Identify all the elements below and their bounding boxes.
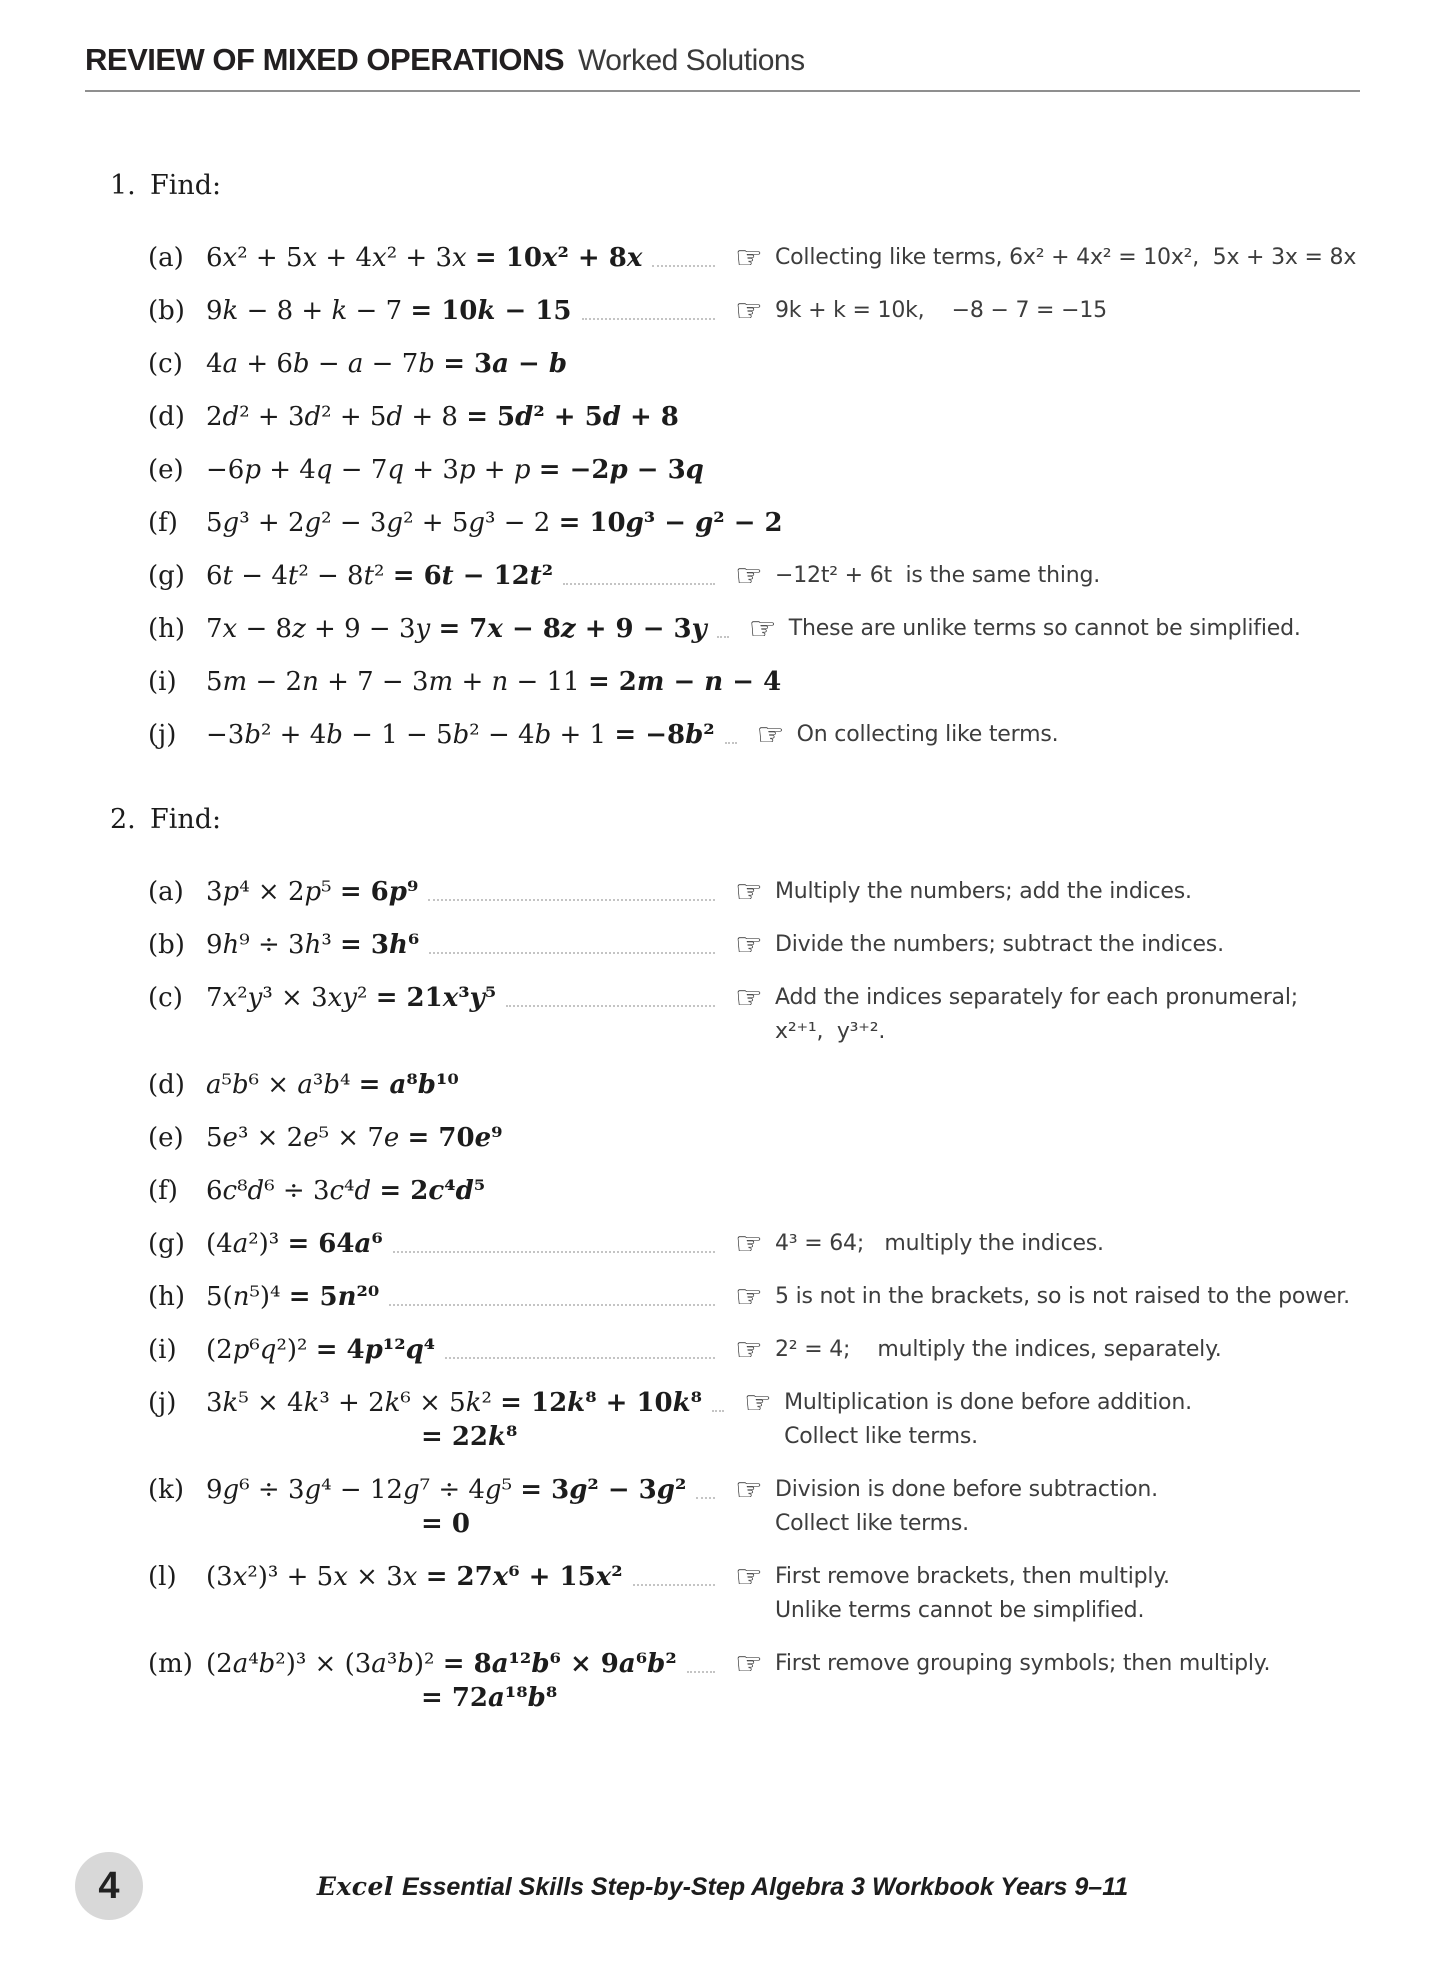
note-block [775, 1560, 1360, 1628]
solution-row [148, 875, 1360, 909]
note-text: 4³ = 64; multiply the indices. [775, 1231, 1104, 1256]
solution-row [148, 1386, 1360, 1454]
item-label: (l) [148, 1562, 177, 1592]
footer-brand: Excel [316, 1872, 394, 1901]
answer-expression-line2: = 72a¹⁸b⁸ [421, 1683, 558, 1713]
question-expression: −6p + 4q − 7q + 3p + p [206, 455, 531, 485]
dotted-leader [633, 1560, 715, 1586]
answer-expression: = 5n²⁰ [288, 1282, 380, 1312]
expression [206, 1280, 379, 1314]
solution-row [148, 1333, 1360, 1367]
answer-expression: = 10k − 15 [410, 296, 572, 326]
pointing-hand-icon: ☞ [735, 293, 763, 329]
note-text: Collecting like terms, 6x² + 4x² = 10x², 5x + 3x = 8x [775, 245, 1357, 270]
item-label: (d) [148, 1070, 185, 1100]
pointing-hand-icon: ☞ [735, 1472, 763, 1508]
answer-expression: = 21x³y⁵ [375, 983, 497, 1013]
expression [206, 347, 567, 381]
item-label: (a) [148, 877, 184, 907]
item-label: (d) [148, 402, 185, 432]
answer-expression: = 6t − 12t² [392, 561, 554, 591]
expression-line [206, 1473, 686, 1507]
note-text: On collecting like terms. [796, 722, 1059, 747]
question-expression: (3x²)³ + 5x × 3x [206, 1562, 418, 1592]
pointing-hand-icon: ☞ [735, 1332, 763, 1368]
page-header [0, 0, 1445, 92]
expression [206, 1121, 503, 1155]
page-title: REVIEW OF MIXED OPERATIONS [85, 42, 565, 77]
expression-line [206, 347, 567, 381]
answer-expression: = 3g² − 3g² [520, 1475, 687, 1505]
solution-row [148, 718, 1360, 752]
solution-row [148, 506, 1360, 540]
answer-expression: = 10g³ − g² − 2 [558, 508, 783, 538]
note-text: 5 is not in the brackets, so is not raised to the power. [775, 1284, 1350, 1309]
note-block [775, 241, 1360, 275]
question-expression: 5m − 2n + 7 − 3m + n − 11 [206, 667, 588, 697]
item-label: (h) [148, 614, 186, 644]
dotted-leader [725, 718, 737, 744]
solution-row [148, 1473, 1360, 1541]
problem-prompt: Find: [150, 804, 222, 835]
expression-line [206, 453, 704, 487]
solution-row [148, 1068, 1360, 1102]
footer-text [0, 1872, 1445, 1902]
question-expression: 3k⁵ × 4k³ + 2k⁶ × 5k² [206, 1388, 501, 1418]
dotted-leader [712, 1386, 724, 1412]
question-expression: 9g⁶ ÷ 3g⁴ − 12g⁷ ÷ 4g⁵ [206, 1475, 521, 1505]
item-label: (j) [148, 720, 177, 750]
expression [206, 506, 783, 540]
answer-expression: = 10x² + 8x [474, 243, 643, 273]
question-expression: 9k − 8 + k − 7 [206, 296, 411, 326]
pointing-hand-icon: ☞ [735, 1646, 763, 1682]
item-label: (e) [148, 455, 184, 485]
expression [206, 241, 642, 275]
note-text: Add the indices separately for each pronumeral; [775, 985, 1298, 1010]
note-text-line2: Collect like terms. [784, 1424, 978, 1449]
expression-line [206, 1068, 459, 1102]
item-label: (g) [148, 561, 185, 591]
pointing-hand-icon: ☞ [735, 1559, 763, 1595]
answer-expression: = 64a⁶ [287, 1229, 383, 1259]
answer-expression: = −8b² [614, 720, 715, 750]
note-text: −12t² + 6t is the same thing. [775, 563, 1101, 588]
problem-number: 1. [110, 170, 136, 201]
expression-line [206, 612, 707, 646]
expression-line [206, 1560, 623, 1594]
solution-row [148, 1647, 1360, 1715]
item-label: (b) [148, 296, 185, 326]
answer-expression-line2: = 22k⁸ [421, 1422, 518, 1452]
expression-line [206, 294, 572, 328]
solution-row [148, 981, 1360, 1049]
question-expression: a⁵b⁶ × a³b⁴ [206, 1070, 359, 1100]
expression [206, 718, 715, 752]
expression [206, 875, 418, 909]
answer-expression: = −2p − 3q [538, 455, 704, 485]
expression [206, 453, 704, 487]
note-text: Multiply the numbers; add the indices. [775, 879, 1192, 904]
note-text-line2: x²⁺¹, y³⁺². [775, 1019, 886, 1044]
expression-line [206, 1333, 435, 1367]
note-block [775, 1647, 1360, 1681]
expression [206, 928, 419, 962]
solution-row [148, 294, 1360, 328]
question-expression: 7x²y³ × 3xy² [206, 983, 376, 1013]
answer-expression: = 12k⁸ + 10k⁸ [500, 1388, 703, 1418]
expression-line [206, 1647, 677, 1681]
note-block [784, 1386, 1369, 1454]
item-label: (a) [148, 243, 184, 273]
expression-line [206, 1280, 379, 1314]
item-label: (f) [148, 1176, 178, 1206]
dotted-leader [652, 241, 715, 267]
dotted-leader [717, 612, 729, 638]
dotted-leader [563, 559, 715, 585]
pointing-hand-icon: ☞ [735, 240, 763, 276]
expression [206, 1227, 383, 1261]
worked-solutions [0, 170, 1445, 1715]
expression-line [206, 1174, 485, 1208]
question-expression: −3b² + 4b − 1 − 5b² − 4b + 1 [206, 720, 615, 750]
dotted-leader [393, 1227, 715, 1253]
item-label: (c) [148, 983, 183, 1013]
answer-expression-line2: = 0 [421, 1509, 470, 1539]
expression [206, 665, 781, 699]
expression-line [206, 981, 496, 1015]
expression [206, 559, 553, 593]
solution-row [148, 928, 1360, 962]
expression-line [206, 1386, 702, 1420]
note-text: These are unlike terms so cannot be simplified. [788, 616, 1301, 641]
note-block [775, 1333, 1360, 1367]
pointing-hand-icon: ☞ [735, 558, 763, 594]
note-text-line2: Collect like terms. [775, 1511, 969, 1536]
question-expression: 5(n⁵)⁴ [206, 1282, 289, 1312]
note-block [775, 875, 1360, 909]
note-text: Divide the numbers; subtract the indices. [775, 932, 1224, 957]
answer-expression: = a⁸b¹⁰ [358, 1070, 459, 1100]
item-label: (c) [148, 349, 183, 379]
note-block [775, 1280, 1360, 1314]
expression-line [206, 400, 679, 434]
expression-line [206, 665, 781, 699]
dotted-leader [506, 981, 715, 1007]
problem-heading [110, 804, 1360, 835]
note-block [775, 559, 1360, 593]
solution-row [148, 241, 1360, 275]
answer-expression: = 7x − 8z + 9 − 3y [438, 614, 707, 644]
question-expression: 3p⁴ × 2p⁵ [206, 877, 340, 907]
page-subtitle: Worked Solutions [578, 44, 805, 77]
expression [206, 981, 496, 1015]
pointing-hand-icon: ☞ [748, 611, 777, 647]
note-text: First remove grouping symbols; then multiply. [775, 1651, 1271, 1676]
note-block [775, 981, 1360, 1049]
note-block [775, 294, 1360, 328]
expression-line [206, 928, 419, 962]
expression [206, 1560, 623, 1594]
item-label: (e) [148, 1123, 184, 1153]
note-text: 2² = 4; multiply the indices, separately. [775, 1337, 1222, 1362]
header-rule [85, 90, 1360, 92]
question-expression: (4a²)³ [206, 1229, 288, 1259]
item-label: (f) [148, 508, 178, 538]
dotted-leader [428, 875, 715, 901]
pointing-hand-icon: ☞ [735, 874, 763, 910]
note-text: Multiplication is done before addition. [784, 1390, 1192, 1415]
item-label: (i) [148, 1335, 177, 1365]
question-expression: 6x² + 5x + 4x² + 3x [206, 243, 467, 273]
question-expression: 7x − 8z + 9 − 3y [206, 614, 431, 644]
question-expression: (2a⁴b²)³ × (3a³b)² [206, 1649, 443, 1679]
dotted-leader [687, 1647, 715, 1673]
answer-expression: = 70e⁹ [407, 1123, 503, 1153]
dotted-leader [429, 928, 715, 954]
expression [206, 1386, 702, 1454]
pointing-hand-icon: ☞ [735, 1226, 763, 1262]
solution-row [148, 559, 1360, 593]
question-expression: 6t − 4t² − 8t² [206, 561, 393, 591]
pointing-hand-icon: ☞ [735, 927, 763, 963]
question-expression: 6c⁸d⁶ ÷ 3c⁴d [206, 1176, 372, 1206]
answer-expression: = 2m − n − 4 [587, 667, 782, 697]
item-label: (m) [148, 1649, 193, 1679]
answer-expression: = 5d² + 5d + 8 [466, 402, 679, 432]
note-text: Division is done before subtraction. [775, 1477, 1158, 1502]
answer-expression: = 27x⁶ + 15x² [425, 1562, 623, 1592]
note-text: 9k + k = 10k, −8 − 7 = −15 [775, 298, 1107, 323]
solution-row [148, 1227, 1360, 1261]
answer-expression: = 2c⁴d⁵ [379, 1176, 486, 1206]
pointing-hand-icon: ☞ [756, 717, 785, 753]
note-block [797, 718, 1382, 752]
item-label: (g) [148, 1229, 185, 1259]
item-label: (k) [148, 1475, 185, 1505]
note-block [775, 1473, 1360, 1541]
solution-row [148, 1174, 1360, 1208]
expression-line [206, 506, 783, 540]
dotted-leader [582, 294, 716, 320]
expression [206, 1174, 485, 1208]
dotted-leader [696, 1473, 715, 1499]
question-expression: 9h⁹ ÷ 3h³ [206, 930, 341, 960]
note-text: First remove brackets, then multiply. [775, 1564, 1170, 1589]
solution-row [148, 612, 1360, 646]
note-block [775, 1227, 1360, 1261]
expression-line [206, 1121, 503, 1155]
solution-row [148, 400, 1360, 434]
expression [206, 1473, 686, 1541]
answer-expression: = 8a¹²b⁶ × 9a⁶b² [442, 1649, 677, 1679]
solution-row [148, 665, 1360, 699]
expression-line [206, 718, 715, 752]
note-text-line2: Unlike terms cannot be simplified. [775, 1598, 1145, 1623]
item-label: (j) [148, 1388, 177, 1418]
problem-prompt: Find: [150, 170, 222, 201]
expression [206, 294, 572, 328]
expression [206, 1647, 677, 1715]
expression [206, 1333, 435, 1367]
solution-row [148, 347, 1360, 381]
pointing-hand-icon: ☞ [735, 1279, 763, 1315]
dotted-leader [445, 1333, 715, 1359]
question-expression: 4a + 6b − a − 7b [206, 349, 435, 379]
expression-line [206, 875, 418, 909]
expression [206, 612, 707, 646]
expression-line [206, 1227, 383, 1261]
problem-number: 2. [110, 804, 136, 835]
note-block [775, 928, 1360, 962]
question-expression: (2p⁶q²)² [206, 1335, 316, 1365]
expression [206, 1068, 459, 1102]
question-expression: 2d² + 3d² + 5d + 8 [206, 402, 467, 432]
solution-row [148, 1560, 1360, 1628]
question-expression: 5e³ × 2e⁵ × 7e [206, 1123, 400, 1153]
item-label: (i) [148, 667, 177, 697]
solution-row [148, 453, 1360, 487]
answer-expression: = 6p⁹ [339, 877, 419, 907]
expression [206, 400, 679, 434]
dotted-leader [389, 1280, 715, 1306]
expression-line [206, 559, 553, 593]
answer-expression: = 4p¹²q⁴ [315, 1335, 436, 1365]
footer-title: Essential Skills Step-by-Step Algebra 3 Workbook Years 9–11 [401, 1873, 1129, 1901]
answer-expression: = 3h⁶ [340, 930, 420, 960]
pointing-hand-icon: ☞ [735, 980, 763, 1016]
expression-line [206, 241, 642, 275]
item-label: (b) [148, 930, 185, 960]
solution-row [148, 1280, 1360, 1314]
note-block [789, 612, 1374, 646]
answer-expression: = 3a − b [443, 349, 568, 379]
page-number: 4 [98, 1864, 120, 1907]
question-expression: 5g³ + 2g² − 3g² + 5g³ − 2 [206, 508, 559, 538]
pointing-hand-icon: ☞ [744, 1385, 772, 1421]
solution-row [148, 1121, 1360, 1155]
item-label: (h) [148, 1282, 186, 1312]
problem-heading [110, 170, 1360, 201]
